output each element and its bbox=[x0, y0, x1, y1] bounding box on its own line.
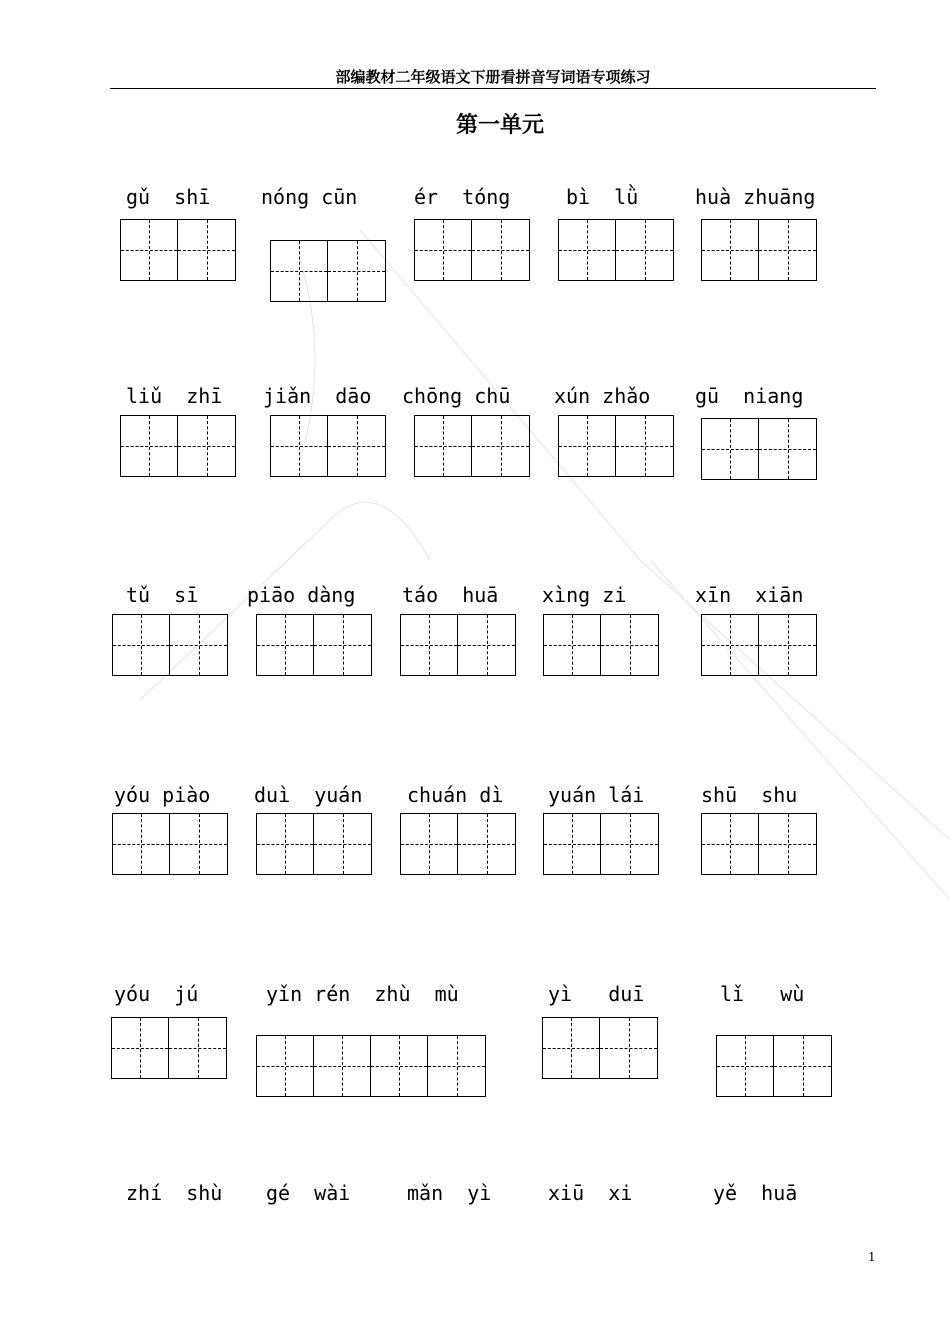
writing-grid[interactable] bbox=[701, 614, 817, 676]
writing-grid[interactable] bbox=[716, 1035, 832, 1097]
writing-grid[interactable] bbox=[400, 813, 516, 875]
pinyin-label: mǎn yì bbox=[407, 1181, 492, 1205]
writing-grid[interactable] bbox=[112, 813, 228, 875]
tianzige-cell[interactable] bbox=[458, 814, 515, 874]
pinyin-label: chuán dì bbox=[407, 783, 504, 807]
page-header: 部编教材二年级语文下册看拼音写词语专项练习 bbox=[110, 66, 876, 89]
tianzige-cell[interactable] bbox=[314, 814, 371, 874]
pinyin-label: piāo dàng bbox=[247, 583, 356, 607]
tianzige-cell[interactable] bbox=[600, 1018, 657, 1078]
tianzige-cell[interactable] bbox=[314, 615, 371, 675]
pinyin-label: gǔ shī bbox=[126, 185, 211, 209]
pinyin-label: yóu piào bbox=[114, 783, 211, 807]
page-number: 1 bbox=[868, 1250, 876, 1264]
pinyin-label: yě huā bbox=[713, 1181, 798, 1205]
pinyin-label: huà zhuāng bbox=[695, 185, 816, 209]
tianzige-cell[interactable] bbox=[113, 814, 170, 874]
tianzige-cell[interactable] bbox=[415, 220, 472, 280]
tianzige-cell[interactable] bbox=[759, 615, 816, 675]
pinyin-label: tǔ sī bbox=[126, 583, 199, 607]
pinyin-label: gū niang bbox=[695, 384, 804, 408]
pinyin-label: xìng zi bbox=[542, 583, 627, 607]
pinyin-label: gé wài bbox=[266, 1181, 351, 1205]
tianzige-cell[interactable] bbox=[559, 220, 616, 280]
pinyin-label: táo huā bbox=[402, 583, 499, 607]
pinyin-label: yuán lái bbox=[548, 783, 645, 807]
writing-grid[interactable] bbox=[558, 219, 674, 281]
tianzige-cell[interactable] bbox=[717, 1036, 774, 1096]
writing-grid[interactable] bbox=[701, 418, 817, 480]
pinyin-label: lǐ wù bbox=[720, 982, 805, 1006]
pinyin-label: ér tóng bbox=[414, 185, 511, 209]
tianzige-cell[interactable] bbox=[544, 615, 601, 675]
tianzige-cell[interactable] bbox=[472, 220, 529, 280]
writing-grid[interactable] bbox=[543, 614, 659, 676]
tianzige-cell[interactable] bbox=[759, 220, 816, 280]
writing-grid-four[interactable] bbox=[256, 1035, 486, 1097]
pinyin-label: bì lǜ bbox=[566, 185, 639, 209]
pinyin-label: chōng chū bbox=[402, 384, 511, 408]
tianzige-cell[interactable] bbox=[121, 220, 178, 280]
writing-grid[interactable] bbox=[256, 614, 372, 676]
tianzige-cell[interactable] bbox=[401, 814, 458, 874]
tianzige-cell[interactable] bbox=[170, 814, 227, 874]
tianzige-cell[interactable] bbox=[121, 416, 178, 476]
tianzige-cell[interactable] bbox=[371, 1036, 428, 1096]
writing-grid[interactable] bbox=[270, 415, 386, 477]
tianzige-cell[interactable] bbox=[257, 615, 314, 675]
writing-grid[interactable] bbox=[120, 219, 236, 281]
writing-grid[interactable] bbox=[120, 415, 236, 477]
tianzige-cell[interactable] bbox=[415, 416, 472, 476]
writing-grid[interactable] bbox=[701, 813, 817, 875]
tianzige-cell[interactable] bbox=[543, 1018, 600, 1078]
tianzige-cell[interactable] bbox=[616, 416, 673, 476]
writing-grid[interactable] bbox=[400, 614, 516, 676]
tianzige-cell[interactable] bbox=[328, 416, 385, 476]
tianzige-cell[interactable] bbox=[401, 615, 458, 675]
tianzige-cell[interactable] bbox=[601, 615, 658, 675]
tianzige-cell[interactable] bbox=[616, 220, 673, 280]
writing-grid[interactable] bbox=[414, 219, 530, 281]
tianzige-cell[interactable] bbox=[774, 1036, 831, 1096]
pinyin-label: nóng cūn bbox=[261, 185, 358, 209]
tianzige-cell[interactable] bbox=[257, 1036, 314, 1096]
pinyin-label: zhí shù bbox=[126, 1181, 223, 1205]
tianzige-cell[interactable] bbox=[702, 615, 759, 675]
pinyin-label: shū shu bbox=[701, 783, 798, 807]
tianzige-cell[interactable] bbox=[702, 220, 759, 280]
tianzige-cell[interactable] bbox=[170, 615, 227, 675]
writing-grid[interactable] bbox=[270, 240, 386, 302]
tianzige-cell[interactable] bbox=[702, 419, 759, 479]
unit-title: 第一单元 bbox=[455, 112, 544, 138]
tianzige-cell[interactable] bbox=[178, 220, 235, 280]
pinyin-label: liǔ zhī bbox=[126, 384, 223, 408]
writing-grid[interactable] bbox=[111, 1017, 227, 1079]
pinyin-label: yóu jú bbox=[114, 982, 199, 1006]
writing-grid[interactable] bbox=[414, 415, 530, 477]
tianzige-cell[interactable] bbox=[271, 241, 328, 301]
writing-grid[interactable] bbox=[558, 415, 674, 477]
writing-grid[interactable] bbox=[701, 219, 817, 281]
tianzige-cell[interactable] bbox=[169, 1018, 226, 1078]
tianzige-cell[interactable] bbox=[559, 416, 616, 476]
pinyin-label: xiū xi bbox=[548, 1181, 633, 1205]
writing-grid[interactable] bbox=[543, 813, 659, 875]
tianzige-cell[interactable] bbox=[257, 814, 314, 874]
tianzige-cell[interactable] bbox=[113, 615, 170, 675]
writing-grid[interactable] bbox=[542, 1017, 658, 1079]
tianzige-cell[interactable] bbox=[178, 416, 235, 476]
tianzige-cell[interactable] bbox=[458, 615, 515, 675]
pinyin-label: xún zhǎo bbox=[554, 384, 651, 408]
tianzige-cell[interactable] bbox=[328, 241, 385, 301]
pinyin-label: xīn xiān bbox=[695, 583, 804, 607]
tianzige-cell[interactable] bbox=[702, 814, 759, 874]
writing-grid[interactable] bbox=[256, 813, 372, 875]
tianzige-cell[interactable] bbox=[472, 416, 529, 476]
tianzige-cell[interactable] bbox=[759, 419, 816, 479]
tianzige-cell[interactable] bbox=[759, 814, 816, 874]
pinyin-label: yì duī bbox=[548, 982, 645, 1006]
tianzige-cell[interactable] bbox=[112, 1018, 169, 1078]
tianzige-cell[interactable] bbox=[428, 1036, 485, 1096]
writing-grid[interactable] bbox=[112, 614, 228, 676]
tianzige-cell[interactable] bbox=[271, 416, 328, 476]
pinyin-label: yǐn rén zhù mù bbox=[266, 982, 459, 1006]
tianzige-cell[interactable] bbox=[544, 814, 601, 874]
pinyin-label: duì yuán bbox=[254, 783, 363, 807]
tianzige-cell[interactable] bbox=[314, 1036, 371, 1096]
tianzige-cell[interactable] bbox=[601, 814, 658, 874]
pinyin-label: jiǎn dāo bbox=[263, 384, 372, 408]
